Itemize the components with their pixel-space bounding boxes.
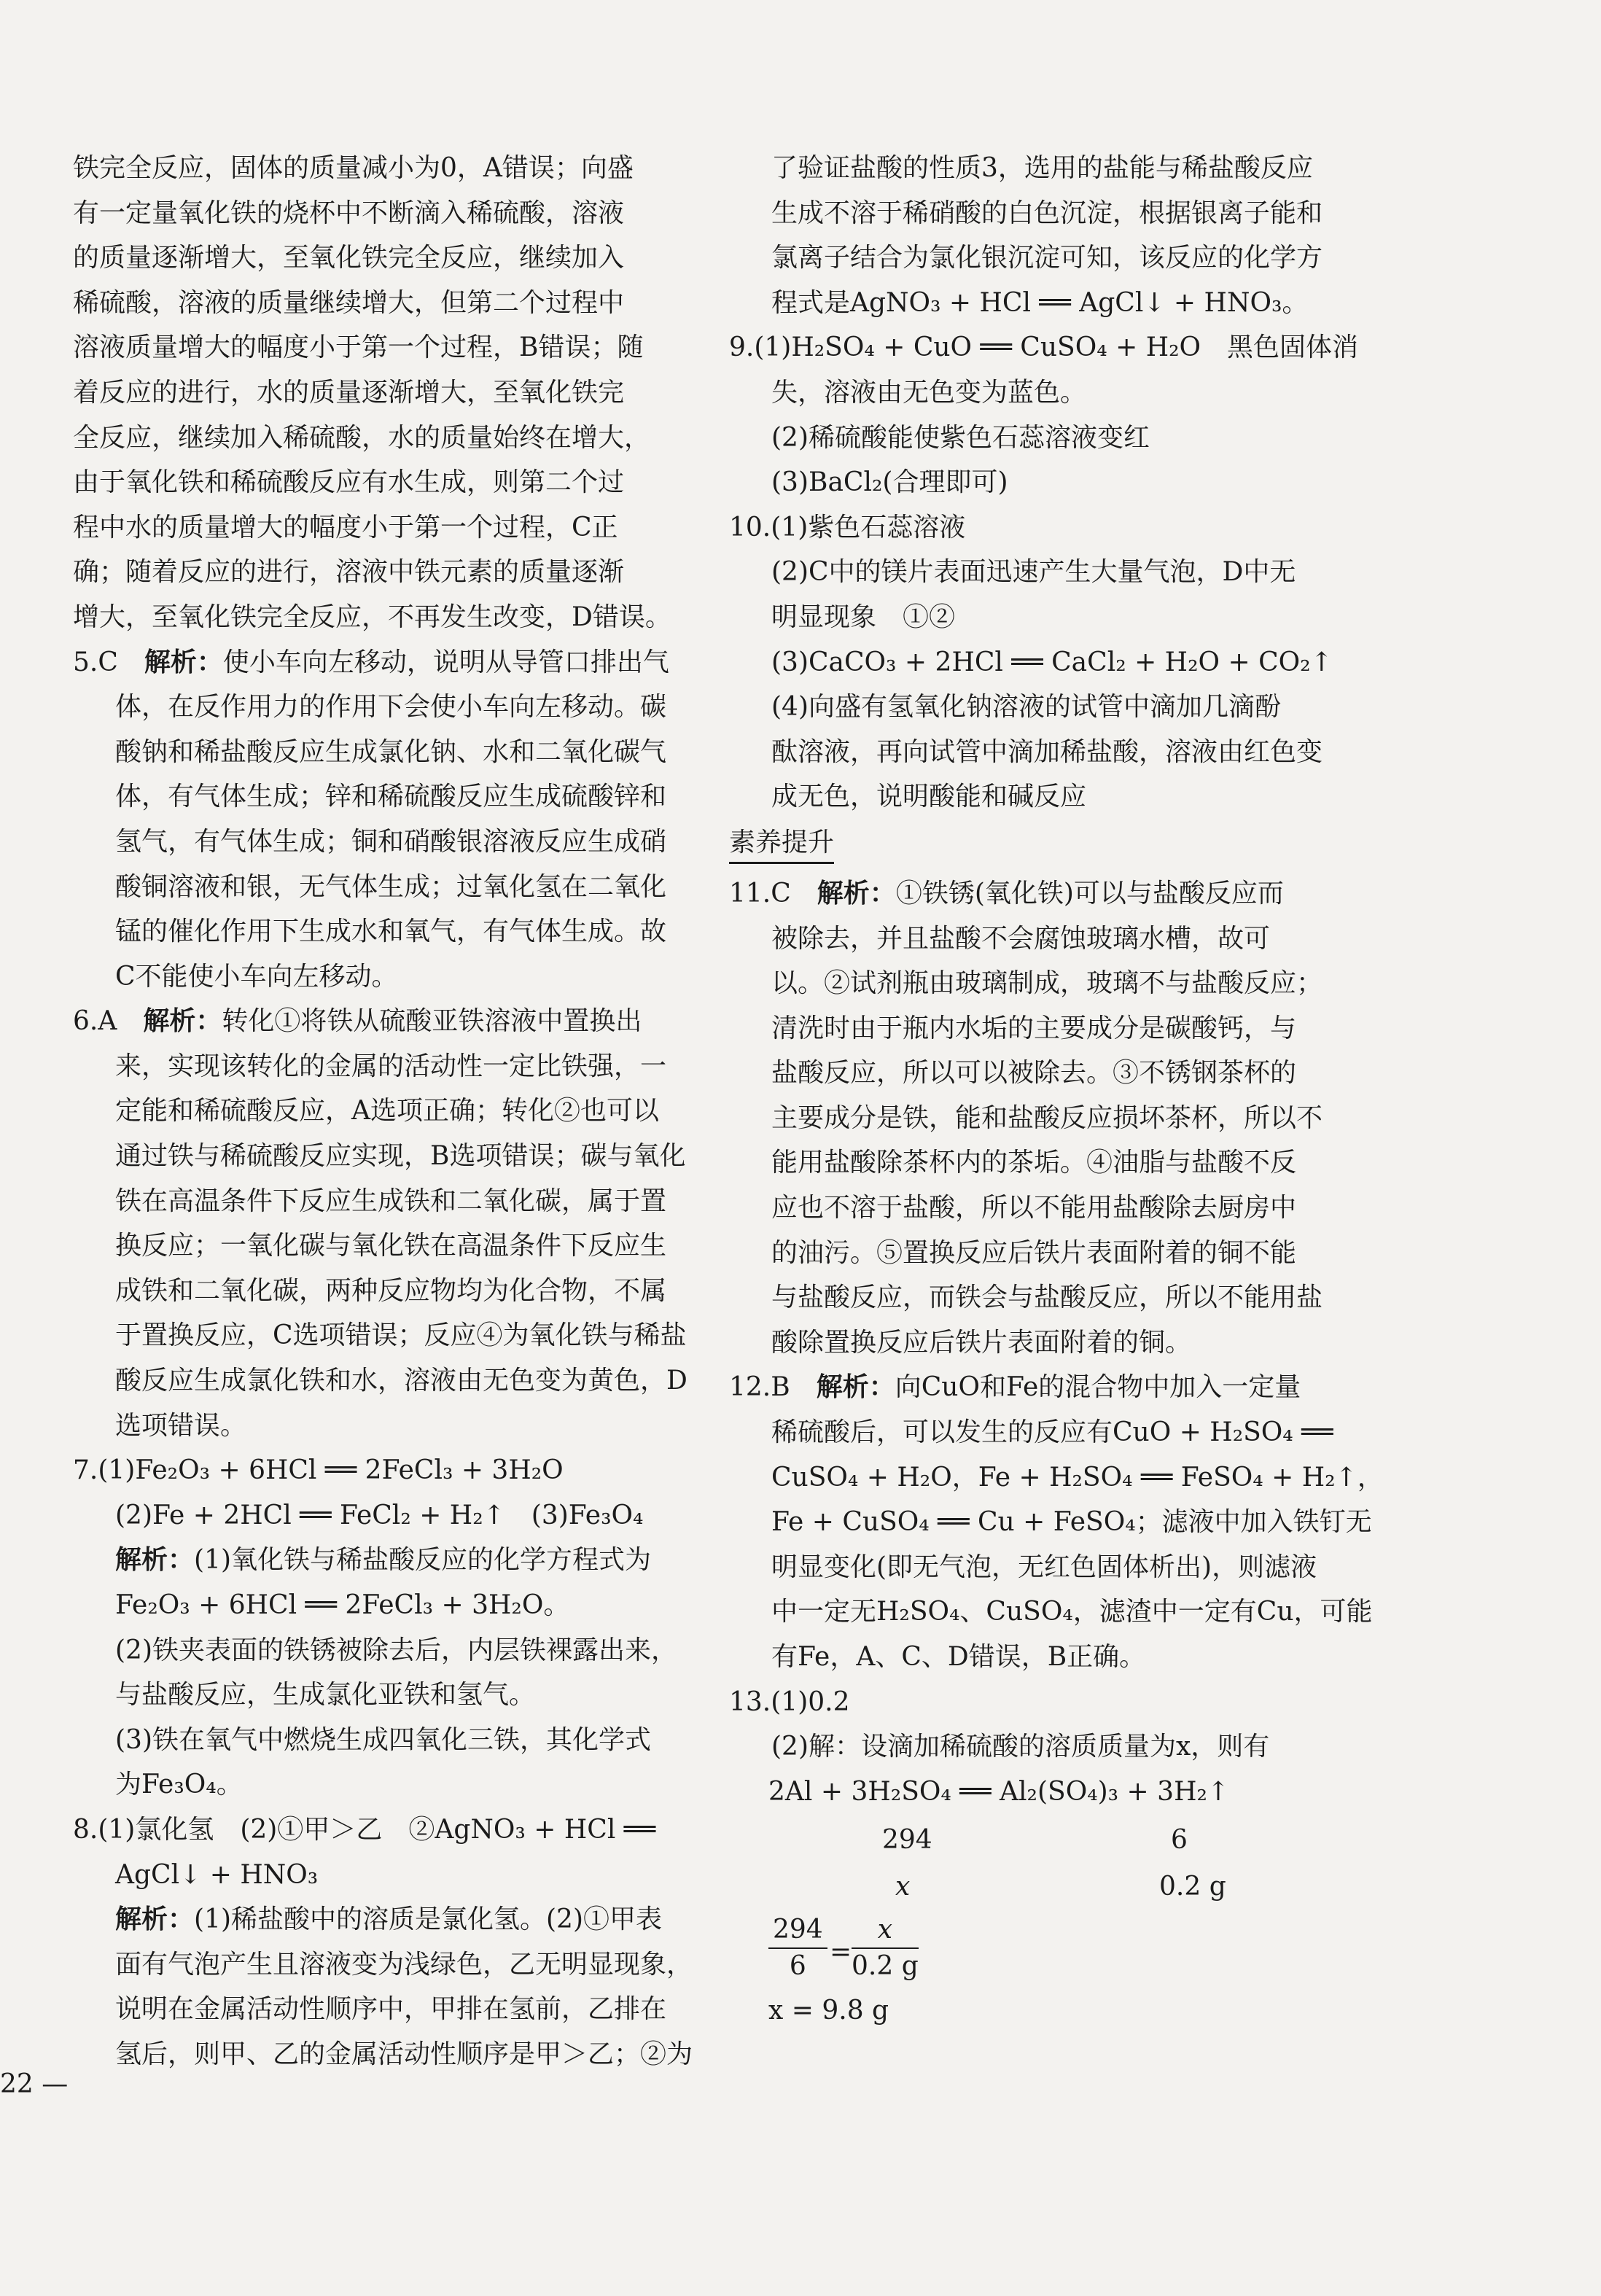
- text-line: 铁在高温条件下反应生成铁和二氧化碳，属于置: [115, 1186, 667, 1216]
- calc-fraction-2-den: 0.2 g: [852, 1950, 919, 1981]
- analysis-label: 解析：: [816, 1371, 895, 1403]
- calc-fraction-2: [852, 1912, 919, 1984]
- text-line: 酸除置换反应后铁片表面附着的铜。: [771, 1327, 1192, 1358]
- calc-var-b: 0.2 g: [1159, 1871, 1226, 1902]
- section-heading: 素养提升: [729, 824, 834, 864]
- line-text: ①铁锈(氧化铁)可以与盐酸反应而: [895, 878, 1284, 908]
- calc-fraction-1-num: 294: [768, 1912, 827, 1949]
- text-line: AgCl↓ + HNO₃: [115, 1859, 319, 1890]
- text-line: 程中水的质量增大的幅度小于第一个过程，C正: [73, 512, 618, 542]
- text-line: 酸钠和稀盐酸反应生成氯化钠、水和二氧化碳气: [115, 736, 667, 767]
- text-line: 程式是AgNO₃ + HCl ══ AgCl↓ + HNO₃。: [771, 287, 1309, 318]
- item-number: 5.C: [73, 647, 118, 677]
- text-line: [73, 640, 729, 685]
- text-line: 铁完全反应，固体的质量减小为0，A错误；向盛: [73, 153, 634, 183]
- text-line: 清洗时由于瓶内水垢的主要成分是碳酸钙，与: [771, 1013, 1297, 1043]
- text-line: 以。②试剂瓶由玻璃制成，玻璃不与盐酸反应；: [771, 968, 1323, 999]
- calc-equals: =: [830, 1937, 852, 1967]
- text-line: 有Fe，A、C、D错误，B正确。: [771, 1642, 1146, 1672]
- text-line: 体，在反作用力的作用下会使小车向左移动。碳: [115, 692, 667, 723]
- text-line: 应也不溶于盐酸，所以不能用盐酸除去厨房中: [771, 1193, 1297, 1223]
- text-line: 面有气泡产生且溶液变为浅绿色，乙无明显现象，: [115, 1949, 693, 1980]
- text-line: 8.(1)氯化氢 (2)①甲＞乙 ②AgNO₃ + HCl ══: [73, 1814, 656, 1845]
- line-text: 向CuO和Fe的混合物中加入一定量: [895, 1372, 1301, 1403]
- text-line: Fe₂O₃ + 6HCl ══ 2FeCl₃ + 3H₂O。: [115, 1590, 570, 1620]
- text-line: (3)铁在氧气中燃烧生成四氧化三铁，其化学式: [115, 1724, 651, 1755]
- calc-result: x = 9.8 g: [768, 1995, 889, 2025]
- text-line: (2)稀硫酸能使紫色石蕊溶液变红: [771, 422, 1150, 453]
- text-line: (3)CaCO₃ + 2HCl ══ CaCl₂ + H₂O + CO₂↑: [771, 647, 1333, 677]
- text-line: (2)解：设滴加稀硫酸的溶质质量为x，则有: [771, 1732, 1270, 1762]
- text-line: CuSO₄ + H₂O，Fe + H₂SO₄ ══ FeSO₄ + H₂↑，: [771, 1462, 1384, 1493]
- text-line: 与盐酸反应，生成氯化亚铁和氢气。: [115, 1680, 536, 1711]
- text-line: 13.(1)0.2: [729, 1686, 850, 1717]
- text-line: 有一定量氧化铁的烧杯中不断滴入稀硫酸，溶液: [73, 198, 625, 228]
- line-text: 使小车向左移动，说明从导管口排出气: [222, 647, 669, 677]
- text-line: 7.(1)Fe₂O₃ + 6HCl ══ 2FeCl₃ + 3H₂O: [73, 1455, 564, 1486]
- text-line: 明显变化(即无气泡，无红色固体析出)，则滤液: [771, 1552, 1317, 1582]
- text-line: 的油污。⑤置换反应后铁片表面附着的铜不能: [771, 1237, 1297, 1268]
- analysis-label: 解析：: [143, 1005, 222, 1037]
- text-line: 说明在金属活动性顺序中，甲排在氢前，乙排在: [115, 1994, 667, 2025]
- text-line: 换反应；一氧化碳与氧化铁在高温条件下反应生: [115, 1231, 667, 1261]
- text-line: 酸反应生成氯化铁和水，溶液由无色变为黄色，D: [115, 1366, 687, 1396]
- text-line: 氢气，有气体生成；铜和硝酸银溶液反应生成硝: [115, 826, 667, 857]
- text-line: 失，溶液由无色变为蓝色。: [771, 377, 1087, 408]
- line-text: (1)氧化铁与稀盐酸反应的化学方程式为: [194, 1545, 652, 1576]
- page-number: 22 —: [0, 2069, 69, 2099]
- text-line: [73, 1897, 729, 1942]
- text-line: 来，实现该转化的金属的活动性一定比铁强，一: [115, 1051, 667, 1081]
- text-line: 全反应，继续加入稀硫酸，水的质量始终在增大，: [73, 422, 651, 453]
- text-line: 通过铁与稀硫酸反应实现，B选项错误；碳与氧化: [115, 1141, 686, 1172]
- right-column: [729, 146, 1384, 2061]
- right-column-part1: [729, 146, 1359, 820]
- text-line: 明显现象 ①②: [771, 602, 956, 632]
- line-text: 转化①将铁从硫酸亚铁溶液中置换出: [222, 1006, 642, 1037]
- calc-equation: 2Al + 3H₂SO₄ ══ Al₂(SO₄)₃ + 3H₂↑: [768, 1776, 1230, 1807]
- text-line: 被除去，并且盐酸不会腐蚀玻璃水槽，故可: [771, 923, 1271, 954]
- analysis-label: 解析：: [115, 1904, 195, 1935]
- text-line: 于置换反应，C选项错误；反应④为氧化铁与稀盐: [115, 1320, 687, 1351]
- text-line: 体，有气体生成；锌和稀硫酸反应生成硫酸锌和: [115, 782, 667, 812]
- text-line: 能用盐酸除茶杯内的茶垢。④油脂与盐酸不反: [771, 1148, 1297, 1178]
- text-line: 稀硫酸，溶液的质量继续增大，但第二个过程中: [73, 287, 625, 318]
- text-line: 溶液质量增大的幅度小于第一个过程，B错误；随: [73, 332, 644, 363]
- text-line: 了验证盐酸的性质3，选用的盐能与稀盐酸反应: [771, 153, 1313, 183]
- text-line: 10.(1)紫色石蕊溶液: [729, 512, 966, 542]
- calc-fraction-1: [768, 1912, 827, 1984]
- text-line: [73, 1538, 729, 1583]
- text-line: Fe + CuSO₄ ══ Cu + FeSO₄；滤液中加入铁钉无: [771, 1507, 1372, 1538]
- analysis-label: 解析：: [817, 877, 896, 908]
- analysis-label: 解析：: [115, 1544, 195, 1576]
- text-line: 确；随着反应的进行，溶液中铁元素的质量逐渐: [73, 557, 625, 588]
- analysis-label: 解析：: [144, 646, 223, 677]
- calculation-block: [729, 1770, 1334, 2061]
- text-line: 生成不溶于稀硝酸的白色沉淀，根据银离子能和: [771, 198, 1323, 228]
- calc-fraction-1-den: 6: [789, 1950, 806, 1981]
- line-text: (1)稀盐酸中的溶质是氯化氢。(2)①甲表: [194, 1904, 663, 1935]
- item-number: 6.A: [73, 1006, 117, 1037]
- text-line: (2)C中的镁片表面迅速产生大量气泡，D中无: [771, 557, 1296, 588]
- item-number: 12.B: [729, 1372, 790, 1403]
- text-line: 的质量逐渐增大，至氧化铁完全反应，继续加入: [73, 243, 625, 273]
- text-line: 9.(1)H₂SO₄ + CuO ══ CuSO₄ + H₂O 黑色固体消: [729, 332, 1359, 363]
- text-line: 盐酸反应，所以可以被除去。③不锈钢茶杯的: [771, 1058, 1297, 1089]
- text-line: 稀硫酸后，可以发生的反应有CuO + H₂SO₄ ══: [771, 1417, 1333, 1448]
- text-line: 定能和稀硫酸反应，A选项正确；转化②也可以: [115, 1096, 659, 1126]
- text-line: 酞溶液，再向试管中滴加稀盐酸，溶液由红色变: [771, 736, 1323, 767]
- text-line: 锰的催化作用下生成水和氧气，有气体生成。故: [115, 917, 667, 947]
- calc-fraction-2-num: x: [852, 1912, 919, 1949]
- text-line: 增大，至氧化铁完全反应，不再发生改变，D错误。: [73, 602, 671, 632]
- item-number: 11.C: [729, 878, 791, 908]
- text-line: (4)向盛有氢氧化钠溶液的试管中滴加几滴酚: [771, 692, 1281, 723]
- text-line: 中一定无H₂SO₄、CuSO₄，滤渣中一定有Cu，可能: [771, 1597, 1373, 1627]
- text-line: 成铁和二氧化碳，两种反应物均为化合物，不属: [115, 1275, 667, 1306]
- text-line: [729, 1365, 1334, 1410]
- right-column-part2: [729, 871, 1384, 1770]
- text-line: 与盐酸反应，而铁会与盐酸反应，所以不能用盐: [771, 1283, 1323, 1313]
- text-line: (2)Fe + 2HCl ══ FeCl₂ + H₂↑ (3)Fe₃O₄: [115, 1500, 644, 1530]
- text-line: 由于氧化铁和稀硫酸反应有水生成，则第二个过: [73, 467, 625, 498]
- text-line: [729, 871, 1334, 917]
- text-line: 成无色，说明酸能和碱反应: [771, 782, 1087, 812]
- text-line: 主要成分是铁，能和盐酸反应损坏茶杯，所以不: [771, 1102, 1323, 1133]
- text-line: 着反应的进行，水的质量逐渐增大，至氧化铁完: [73, 377, 625, 408]
- text-line: 选项错误。: [115, 1410, 247, 1441]
- calc-mass-a: 294: [882, 1824, 932, 1855]
- text-line: (2)铁夹表面的铁锈被除去后，内层铁裸露出来，: [115, 1635, 677, 1665]
- text-line: 酸铜溶液和银，无气体生成；过氧化氢在二氧化: [115, 871, 667, 902]
- text-line: 氯离子结合为氯化银沉淀可知，该反应的化学方: [771, 243, 1323, 273]
- text-line: 为Fe₃O₄。: [115, 1770, 243, 1800]
- calc-mass-b: 6: [1171, 1824, 1188, 1855]
- text-line: (3)BaCl₂(合理即可): [771, 467, 1008, 498]
- text-line: 氢后，则甲、乙的金属活动性顺序是甲＞乙；②为: [115, 2039, 693, 2069]
- left-column: [73, 146, 729, 2077]
- text-line: C不能使小车向左移动。: [115, 961, 398, 992]
- text-line: [73, 999, 729, 1044]
- calc-var-a: x: [895, 1871, 911, 1902]
